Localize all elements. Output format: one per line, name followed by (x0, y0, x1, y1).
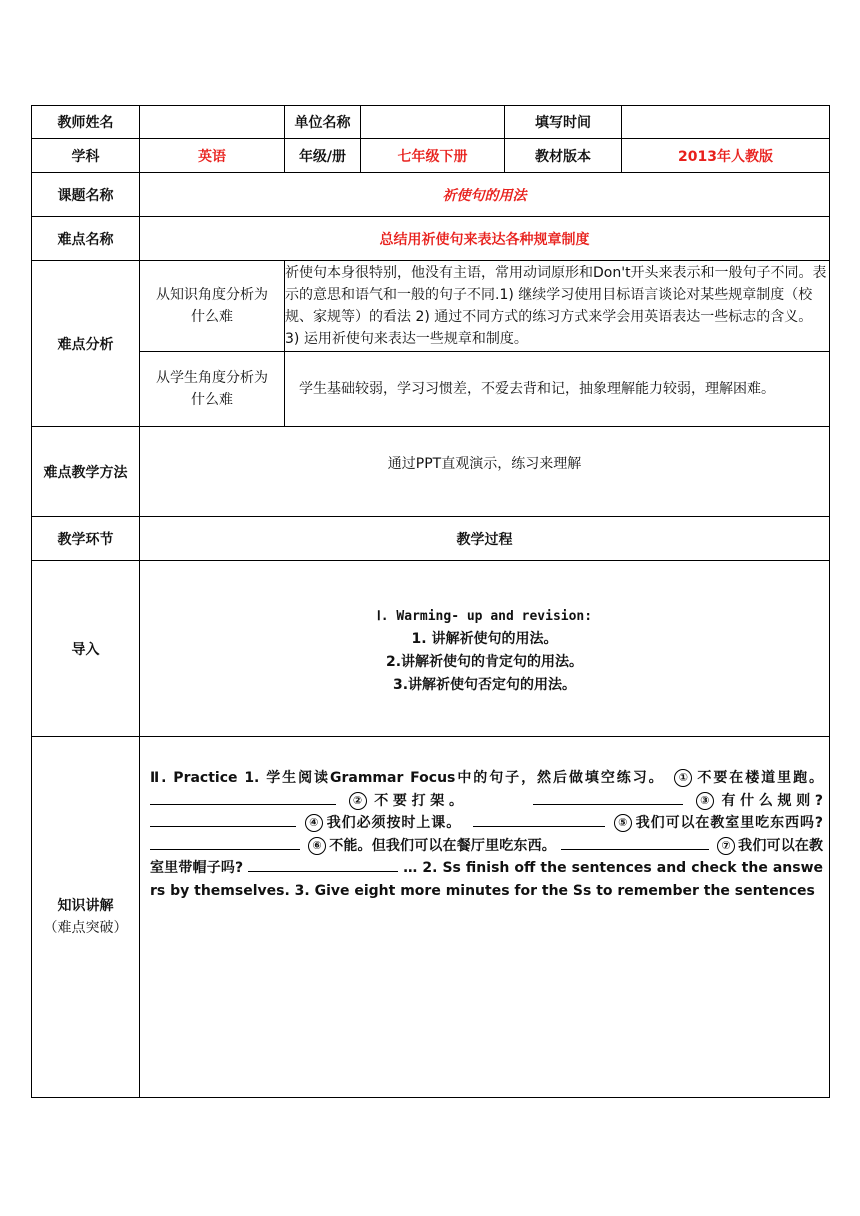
ellipsis: … (403, 860, 418, 876)
item-number-1: ① (674, 769, 692, 787)
answer-blank-6[interactable] (561, 835, 709, 850)
intro-line-2: 1. 讲解祈使句的用法。 (411, 630, 558, 647)
knowledge-content (140, 737, 830, 1098)
process-label: 教学过程 (140, 517, 830, 561)
intro-line-3: 2.讲解祈使句的肯定句的用法。 (385, 653, 584, 670)
knowledge-row (32, 737, 830, 1098)
item-number-5: ⑤ (614, 814, 632, 832)
student-angle-label-line1: 从学生角度分析为 (156, 370, 268, 386)
grade-value: 七年级下册 (361, 139, 505, 173)
intro-line-4: 3.讲解祈使句否定句的用法。 (392, 676, 577, 693)
intro-line-1: Ⅰ. Warming- up and revision: (376, 608, 593, 624)
edition-value: 2013年人教版 (622, 139, 830, 173)
unit-value (361, 106, 505, 139)
item-text-1: 不要在楼道里跑。 (695, 770, 824, 786)
student-angle-label (140, 352, 285, 427)
item-number-4: ④ (305, 814, 323, 832)
subject-label: 学科 (32, 139, 140, 173)
method-row (32, 427, 830, 517)
item-text-5: 我们可以在教室里吃东西吗? (634, 815, 824, 831)
time-value (622, 106, 830, 139)
teacher-label: 教师姓名 (32, 106, 140, 139)
lesson-plan-table (31, 105, 830, 1098)
difficulty-label: 难点名称 (32, 217, 140, 261)
item-text-3: 有什么规则? (716, 792, 824, 809)
knowledge-label (32, 737, 140, 1098)
answer-blank-5[interactable] (150, 835, 300, 850)
process-stage-label: 教学环节 (32, 517, 140, 561)
answer-blank-3[interactable] (150, 812, 296, 827)
item-number-7: ⑦ (717, 837, 735, 855)
analysis-row-knowledge (32, 261, 830, 352)
answer-blank-4[interactable] (473, 812, 605, 827)
method-label: 难点教学方法 (32, 427, 140, 517)
time-label: 填写时间 (505, 106, 622, 139)
item-text-2: 不要打架。 (369, 792, 468, 809)
student-angle-label-line2: 什么难 (191, 392, 233, 408)
edition-label: 教材版本 (505, 139, 622, 173)
method-value: 通过PPT直观演示，练习来理解 (140, 427, 830, 517)
answer-blank-2[interactable] (533, 790, 683, 805)
intro-block (140, 601, 829, 697)
difficulty-value: 总结用祈使句来表达各种规章制度 (140, 217, 830, 261)
unit-label: 单位名称 (285, 106, 361, 139)
item-text-4: 我们必须按时上课。 (325, 815, 462, 831)
practice-paragraph (140, 737, 829, 902)
intro-content (140, 561, 830, 737)
knowledge-label-line1: 知识讲解 (57, 898, 114, 914)
item-number-2: ② (349, 792, 367, 810)
topic-value: 祈使句的用法 (140, 173, 830, 217)
knowledge-angle-label (140, 261, 285, 352)
teacher-value (140, 106, 285, 139)
subject-value: 英语 (140, 139, 285, 173)
knowledge-angle-label-line1: 从知识角度分析为 (156, 287, 268, 303)
knowledge-angle-label-line2: 什么难 (191, 309, 233, 325)
topic-row (32, 173, 830, 217)
knowledge-label-line2: （难点突破） (43, 920, 128, 936)
grade-label: 年级/册 (285, 139, 361, 173)
subject-row (32, 139, 830, 173)
answer-blank-1[interactable] (150, 790, 336, 805)
item-text-6: 不能。但我们可以在餐厅里吃东西。 (329, 837, 556, 854)
item-text-7: 我们可以在教室里带帽子吗? (150, 837, 824, 876)
intro-row (32, 561, 830, 737)
student-analysis-text: 学生基础较弱，学习习惯差，不爱去背和记，抽象理解能力较弱，理解困难。 (285, 352, 830, 427)
intro-label: 导入 (32, 561, 140, 737)
difficulty-row (32, 217, 830, 261)
topic-label: 课题名称 (32, 173, 140, 217)
practice-tail: 2. Ss finish off the sentences and check the answers by themselves. 3. Give eight more minutes for the Ss to remember the sentences (150, 860, 824, 899)
header-row (32, 106, 830, 139)
item-number-6: ⑥ (308, 837, 326, 855)
analysis-label: 难点分析 (32, 261, 140, 427)
knowledge-analysis-text: 祈使句本身很特别，他没有主语，常用动词原形和Don't开头来表示和一般句子不同。表示的意思和语气和一般的句子不同.1) 继续学习使用目标语言谈论对某些规章制度（校规、家规等）的看法 2) 通过不同方式的练习方式来学会用英语表达一些标志的含义。 3) 运用祈使句来表达一些规章和制度。 (285, 261, 830, 352)
practice-intro: Ⅱ. Practice 1. 学生阅读Grammar Focus中的句子，然后做填空练习。 (150, 770, 665, 786)
process-header-row (32, 517, 830, 561)
answer-blank-7[interactable] (248, 857, 398, 872)
item-number-3: ③ (696, 792, 714, 810)
analysis-row-student (32, 352, 830, 427)
